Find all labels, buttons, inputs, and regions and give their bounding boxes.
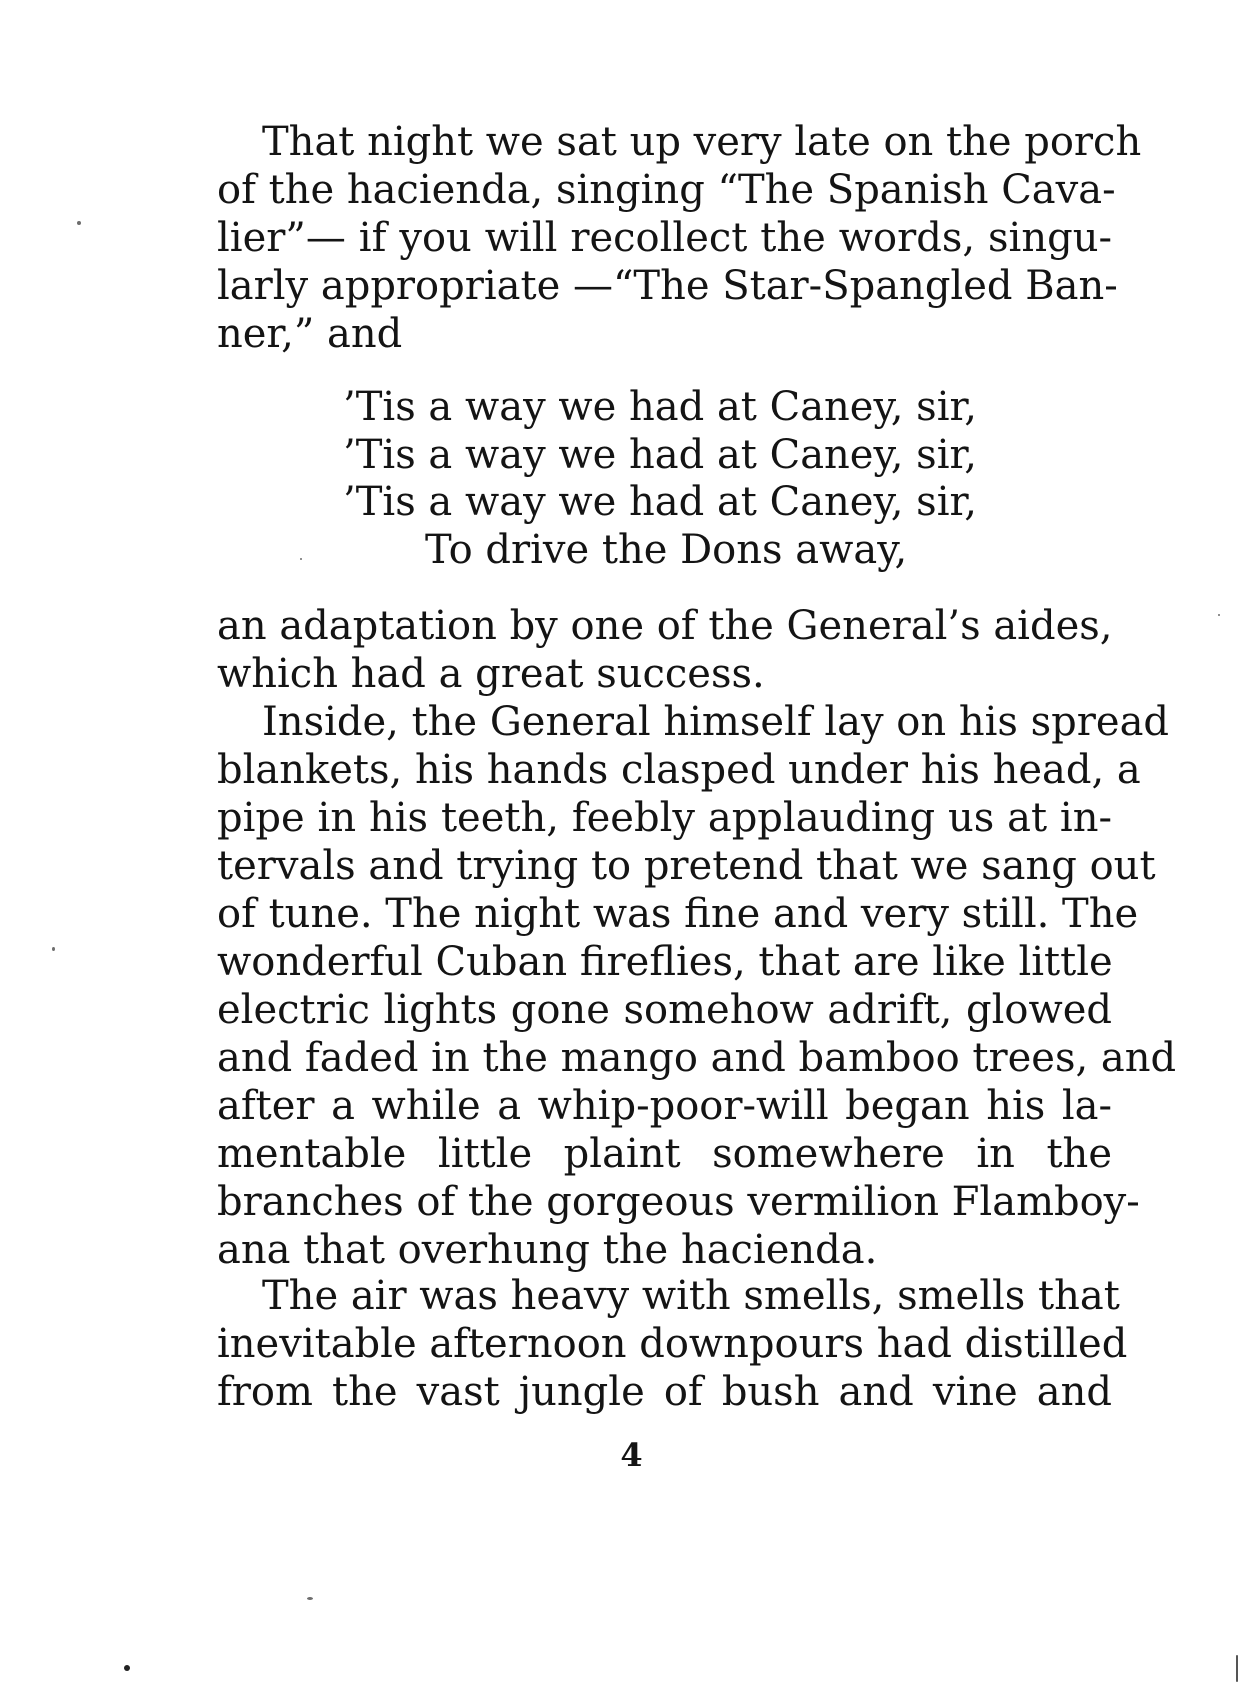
text-line: ana that overhung the hacienda. — [217, 1227, 878, 1273]
text-line: which had a great success. — [217, 651, 765, 697]
scan-speck — [77, 221, 81, 225]
scan-speck — [52, 947, 55, 951]
scan-speck — [307, 1597, 313, 1600]
text-line: from the vast jungle of bush and vine and — [217, 1369, 1112, 1415]
verse-line: ’Tis a way we had at Caney, sir, — [343, 384, 977, 430]
text-line: pipe in his teeth, feebly applauding us at in- — [217, 795, 1112, 841]
scan-speck — [300, 558, 302, 560]
text-line: branches of the gorgeous vermilion Flamboy- — [217, 1179, 1140, 1225]
text-line: electric lights gone somehow adrift, glowed — [217, 987, 1112, 1033]
text-line: wonderful Cuban fireflies, that are like little — [217, 939, 1113, 985]
text-line: ner,” and — [217, 311, 403, 357]
paragraph-2 — [217, 602, 1112, 698]
paragraph-4 — [217, 1272, 1128, 1416]
text-line: larly appropriate —“The Star-Spangled Ban- — [217, 263, 1118, 309]
verse-line: To drive the Dons away, — [425, 526, 908, 573]
text-line: after a while a whip-poor-will began his la- — [217, 1083, 1112, 1129]
text-line: That night we sat up very late on the porch — [262, 119, 1142, 165]
text-line: mentable little plaint somewhere in the — [217, 1131, 1112, 1177]
text-line: an adaptation by one of the General’s aides, — [217, 603, 1113, 649]
paragraph-3 — [217, 698, 1177, 1274]
text-line: blankets, his hands clasped under his head, a — [217, 747, 1141, 793]
text-line: and faded in the mango and bamboo trees, and — [217, 1035, 1177, 1081]
paragraph-1 — [217, 118, 1142, 358]
text-line: tervals and trying to pretend that we sang out — [217, 843, 1156, 889]
scan-speck — [124, 1665, 130, 1671]
verse-line: ’Tis a way we had at Caney, sir, — [343, 431, 977, 478]
scan-speck — [1236, 1655, 1238, 1682]
text-line: Inside, the General himself lay on his spread — [262, 699, 1170, 745]
verse-line: ’Tis a way we had at Caney, sir, — [343, 479, 977, 525]
page-number: 4 — [620, 1436, 643, 1474]
text-line: of tune. The night was fine and very still. The — [217, 891, 1139, 937]
text-line: inevitable afternoon downpours had distilled — [217, 1321, 1128, 1367]
text-line: The air was heavy with smells, smells that — [262, 1273, 1120, 1319]
text-line: of the hacienda, singing “The Spanish Cava- — [217, 167, 1116, 213]
verse-block — [343, 384, 977, 574]
text-line: lier”— if you will recollect the words, singu- — [217, 215, 1112, 261]
scan-speck — [1218, 614, 1220, 616]
